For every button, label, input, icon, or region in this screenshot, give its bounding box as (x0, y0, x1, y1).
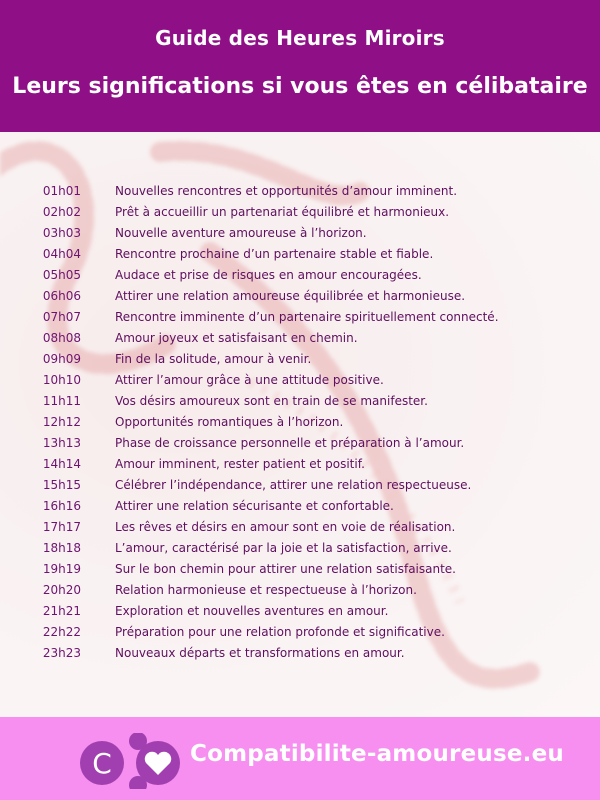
meaning-text: Vos désirs amoureux sont en train de se manifester. (115, 393, 428, 408)
list-item (0, 642, 600, 663)
mirror-hours-list (0, 180, 600, 663)
page-subtitle: Leurs significations si vous êtes en célibataire (12, 74, 588, 99)
hour-label: 12h12 (42, 414, 81, 429)
hour-label: 04h04 (42, 246, 81, 261)
hour-label: 21h21 (42, 603, 81, 618)
list-item (0, 264, 600, 285)
hour-label: 19h19 (42, 561, 81, 576)
footer-banner (0, 717, 600, 800)
list-item (0, 222, 600, 243)
meaning-text: Amour joyeux et satisfaisant en chemin. (115, 330, 358, 345)
hour-label: 05h05 (42, 267, 81, 282)
meaning-text: Attirer l’amour grâce à une attitude positive. (115, 372, 384, 387)
meaning-text: Rencontre prochaine d’un partenaire stable et fiable. (115, 246, 434, 261)
list-item (0, 600, 600, 621)
hour-label: 11h11 (42, 393, 81, 408)
hour-label: 08h08 (42, 330, 81, 345)
meaning-text: Préparation pour une relation profonde et significative. (115, 624, 445, 639)
list-item (0, 348, 600, 369)
site-logo[interactable] (80, 733, 180, 789)
hour-label: 16h16 (42, 498, 81, 513)
meaning-text: Célébrer l’indépendance, attirer une relation respectueuse. (115, 477, 472, 492)
hour-label: 17h17 (42, 519, 81, 534)
meaning-text: Audace et prise de risques en amour encouragées. (115, 267, 422, 282)
list-item (0, 495, 600, 516)
list-item (0, 558, 600, 579)
meaning-text: Relation harmonieuse et respectueuse à l’horizon. (115, 582, 417, 597)
list-item (0, 432, 600, 453)
meaning-text: Attirer une relation sécurisante et confortable. (115, 498, 394, 513)
list-item (0, 306, 600, 327)
meaning-text: Sur le bon chemin pour attirer une relation satisfaisante. (115, 561, 456, 576)
list-item (0, 390, 600, 411)
list-item (0, 243, 600, 264)
logo-c-badge (80, 741, 124, 785)
hour-label: 23h23 (42, 645, 81, 660)
list-item (0, 537, 600, 558)
meaning-text: Phase de croissance personnelle et préparation à l’amour. (115, 435, 465, 450)
hour-label: 06h06 (42, 288, 81, 303)
hour-label: 18h18 (42, 540, 81, 555)
list-item (0, 516, 600, 537)
meaning-text: Rencontre imminente d’un partenaire spirituellement connecté. (115, 309, 499, 324)
meaning-text: Attirer une relation amoureuse équilibrée et harmonieuse. (115, 288, 466, 303)
list-item (0, 327, 600, 348)
meaning-text: Exploration et nouvelles aventures en amour. (115, 603, 389, 618)
meaning-text: Fin de la solitude, amour à venir. (115, 351, 312, 366)
header-banner (0, 0, 600, 132)
hour-label: 15h15 (42, 477, 81, 492)
meaning-text: Amour imminent, rester patient et positif. (115, 456, 365, 471)
site-name-link[interactable]: Compatibilite-amoureuse.eu (190, 741, 564, 767)
meaning-text: Nouvelles rencontres et opportunités d’amour imminent. (115, 183, 458, 198)
list-item (0, 453, 600, 474)
hour-label: 03h03 (42, 225, 81, 240)
hour-label: 10h10 (42, 372, 81, 387)
hour-label: 09h09 (42, 351, 81, 366)
list-item (0, 369, 600, 390)
list-item (0, 474, 600, 495)
meaning-text: Les rêves et désirs en amour sont en voie de réalisation. (115, 519, 456, 534)
list-item (0, 201, 600, 222)
list-item (0, 285, 600, 306)
page-title: Guide des Heures Miroirs (155, 26, 445, 50)
meaning-text: Nouvelle aventure amoureuse à l’horizon. (115, 225, 367, 240)
list-item (0, 621, 600, 642)
hour-label: 20h20 (42, 582, 81, 597)
meaning-text: Nouveaux départs et transformations en amour. (115, 645, 405, 660)
list-item (0, 579, 600, 600)
list-item (0, 180, 600, 201)
hour-label: 22h22 (42, 624, 81, 639)
meaning-text: Prêt à accueillir un partenariat équilibré et harmonieux. (115, 204, 450, 219)
hour-label: 14h14 (42, 456, 81, 471)
meaning-text: Opportunités romantiques à l’horizon. (115, 414, 344, 429)
hour-label: 02h02 (42, 204, 81, 219)
hour-label: 07h07 (42, 309, 81, 324)
logo-letter: C (92, 747, 112, 780)
meaning-text: L’amour, caractérisé par la joie et la satisfaction, arrive. (115, 540, 452, 555)
list-item (0, 411, 600, 432)
hour-label: 13h13 (42, 435, 81, 450)
hour-label: 01h01 (42, 183, 81, 198)
